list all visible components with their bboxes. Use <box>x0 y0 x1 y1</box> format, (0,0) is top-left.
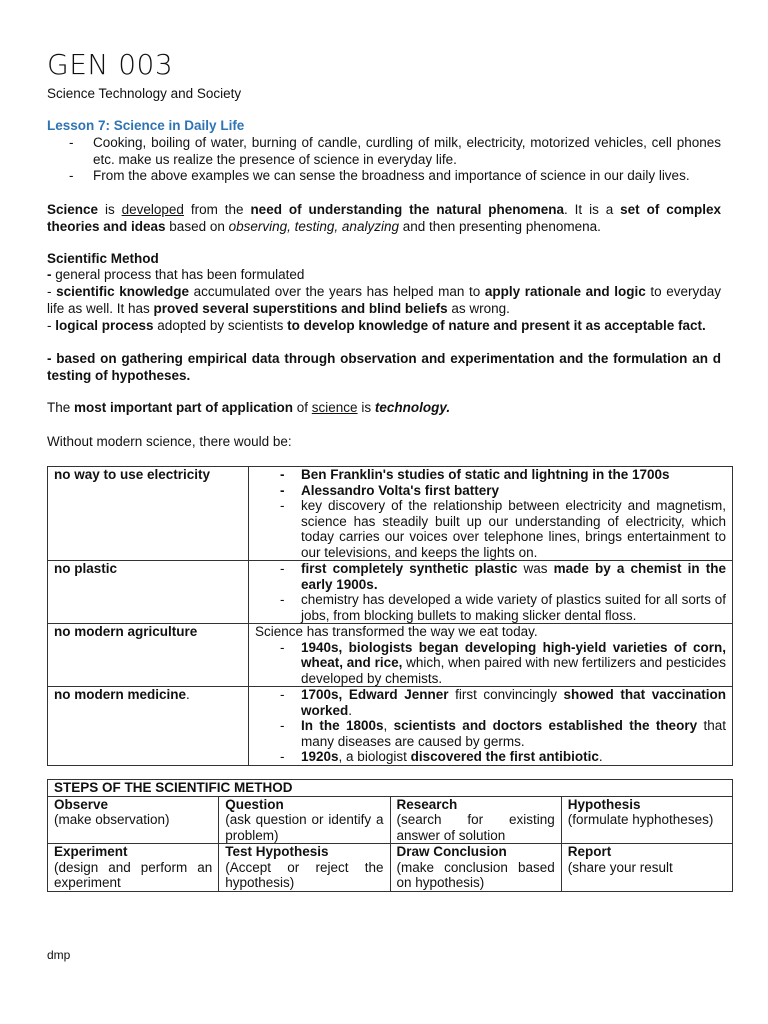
table-row <box>48 796 733 844</box>
steps-table-title: STEPS OF THE SCIENTIFIC METHOD <box>48 780 733 797</box>
step-cell <box>219 844 390 892</box>
intro-bullet-list <box>47 135 721 185</box>
step-desc: (make conclusion based on hypothesis) <box>396 859 555 890</box>
course-code: GEN 003 <box>47 48 174 81</box>
step-name: Report <box>567 844 612 859</box>
table-row <box>48 844 733 892</box>
step-desc: (make observation) <box>54 812 170 827</box>
table-row <box>48 624 733 687</box>
method-point-2: - scientific knowledge accumulated over the years has helped man to apply rationale and logic to everyday life as well. It has proved several superstitions and blind beliefs as wrong. <box>47 284 721 316</box>
step-name: Experiment <box>54 844 128 859</box>
scientific-method-steps-table <box>47 779 733 892</box>
intro-bullet: - Cooking, boiling of water, burning of candle, curdling of milk, electricity, motorized vehicles, cell phones etc. make us realize the presence of science in everyday life. <box>47 135 721 168</box>
without-science-intro: Without modern science, there would be: <box>47 434 292 449</box>
step-desc: (share your result <box>567 859 673 875</box>
step-desc: (design and perform an experiment <box>54 859 213 890</box>
row-content <box>249 561 733 624</box>
scientific-method-heading: Scientific Method <box>47 251 159 266</box>
step-cell <box>390 844 561 892</box>
list-item: - first completely synthetic plastic was made by a chemist in the early 1900s. <box>255 561 726 592</box>
row-content <box>249 467 733 561</box>
row-label: no way to use electricity <box>48 467 249 561</box>
course-subtitle: Science Technology and Society <box>47 86 242 101</box>
step-desc: (search for existing answer of solution <box>396 812 555 843</box>
list-item: - chemistry has developed a wide variety of plastics suited for all sorts of jobs, from blocking bullets to making slicker dental floss. <box>255 592 726 623</box>
list-item: - 1920s, a biologist discovered the first antibiotic. <box>255 749 726 765</box>
intro-bullet: - From the above examples we can sense the broadness and importance of science in our daily lives. <box>47 168 721 185</box>
table-header-row <box>48 780 733 797</box>
step-name: Draw Conclusion <box>396 844 507 859</box>
list-item: - Ben Franklin's studies of static and lightning in the 1700s <box>255 467 726 483</box>
step-name: Observe <box>54 796 109 812</box>
step-cell <box>219 796 390 844</box>
without-science-table <box>47 466 733 766</box>
footer-initials: dmp <box>47 948 71 962</box>
table-row <box>48 561 733 624</box>
method-point-4: - based on gathering empirical data through observation and experimentation and the formulation an d testing of hypotheses. <box>47 351 721 383</box>
step-cell <box>48 844 219 892</box>
table-row <box>48 687 733 766</box>
step-desc: (Accept or reject the hypothesis) <box>225 859 384 890</box>
list-item: - key discovery of the relationship between electricity and magnetism, science has steadily built up our understanding of electricity, which today carries our voices over telephone lines, brings entertainment to our televisions, and keeps the lights on. <box>255 498 726 560</box>
row-label: no plastic <box>48 561 249 624</box>
step-cell <box>48 796 219 844</box>
step-name: Hypothesis <box>567 796 641 812</box>
row-intro: Science has transformed the way we eat today. <box>255 624 538 639</box>
table-row <box>48 467 733 561</box>
list-item: - 1700s, Edward Jenner first convincingly showed that vaccination worked. <box>255 687 726 718</box>
step-name: Research <box>396 796 458 812</box>
row-content <box>249 687 733 766</box>
step-cell <box>561 844 732 892</box>
step-desc: (ask question or identify a problem) <box>225 812 384 843</box>
application-statement: The most important part of application of science is technology. <box>47 400 451 415</box>
step-name: Question <box>225 796 284 812</box>
row-label: no modern agriculture <box>48 624 249 687</box>
row-label: no modern medicine. <box>48 687 249 766</box>
method-point-1: - general process that has been formulated <box>47 267 305 282</box>
science-definition: Science is developed from the need of understanding the natural phenomena. It is a set of complex theories and ideas based on observing, testing, analyzing and then presenting phenomena. <box>47 202 721 234</box>
step-cell <box>390 796 561 844</box>
list-item: - Alessandro Volta's first battery <box>255 483 726 499</box>
lesson-title: Lesson 7: Science in Daily Life <box>47 118 245 133</box>
list-item: - 1940s, biologists began developing high-yield varieties of corn, wheat, and rice, which, when paired with new fertilizers and pesticides developed by chemists. <box>255 640 726 687</box>
method-point-3: - logical process adopted by scientists to develop knowledge of nature and present it as acceptable fact. <box>47 318 706 333</box>
step-name: Test Hypothesis <box>225 844 329 859</box>
list-item: - In the 1800s, scientists and doctors established the theory that many diseases are caused by germs. <box>255 718 726 749</box>
step-desc: (formulate hyphotheses) <box>567 812 714 827</box>
step-cell <box>561 796 732 844</box>
row-content <box>249 624 733 687</box>
